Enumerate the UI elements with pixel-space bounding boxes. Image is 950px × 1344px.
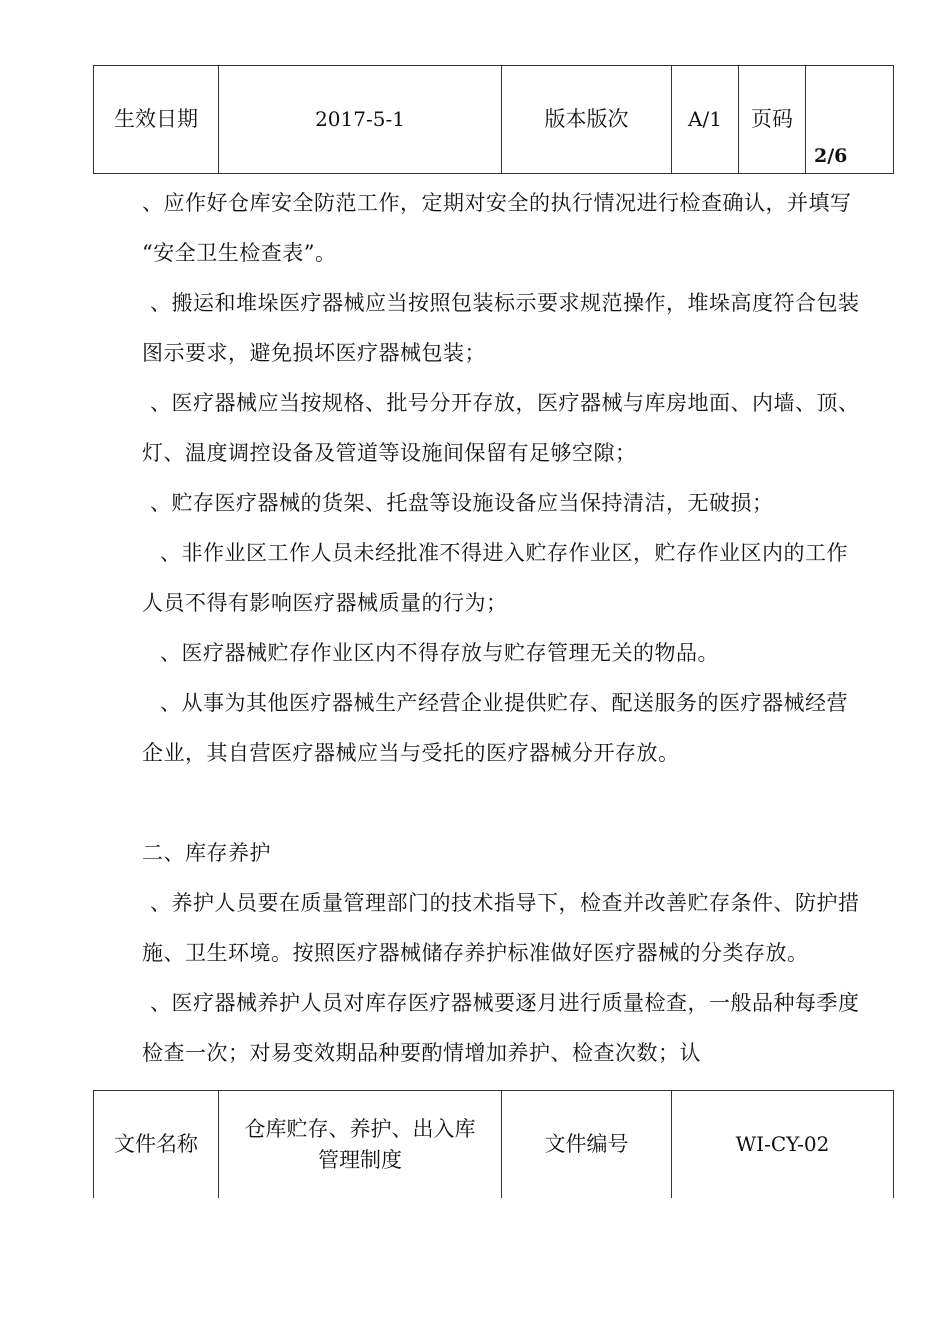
version-value: A/1	[672, 66, 739, 174]
paragraph-1: 、应作好仓库安全防范工作，定期对安全的执行情况进行检查确认，并填写	[142, 191, 852, 215]
doc-no-value: WI-CY-02	[672, 1091, 894, 1199]
paragraph-7-cont: 企业，其自营医疗器械应当与受托的医疗器械分开存放。	[142, 741, 680, 765]
paragraph-8: 、养护人员要在质量管理部门的技术指导下，检查并改善贮存条件、防护措	[150, 891, 860, 915]
paragraph-5-cont: 人员不得有影响医疗器械质量的行为；	[142, 591, 508, 615]
paragraph-9-cont: 检查一次；对易变效期品种要酌情增加养护、检查次数；认	[142, 1041, 701, 1065]
footer-table	[93, 1090, 894, 1198]
doc-name-label: 文件名称	[94, 1091, 219, 1199]
paragraph-3-cont: 灯、温度调控设备及管道等设施间保留有足够空隙；	[142, 441, 637, 465]
header-table	[93, 65, 894, 174]
page-number-cell	[806, 66, 894, 174]
paragraph-2: 、搬运和堆垛医疗器械应当按照包装标示要求规范操作，堆垛高度符合包装	[150, 291, 860, 315]
paragraph-4: 、贮存医疗器械的货架、托盘等设施设备应当保持清洁，无破损；	[150, 491, 774, 515]
paragraph-9: 、医疗器械养护人员对库存医疗器械要逐月进行质量检查，一般品种每季度	[150, 991, 860, 1015]
paragraph-1-cont: “安全卫生检查表”。	[142, 241, 337, 265]
effective-date-label: 生效日期	[94, 66, 219, 174]
paragraph-8-cont: 施、卫生环境。按照医疗器械储存养护标准做好医疗器械的分类存放。	[142, 941, 809, 965]
doc-name-line-1: 仓库贮存、养护、出入库	[244, 1117, 476, 1142]
paragraph-3: 、医疗器械应当按规格、批号分开存放，医疗器械与库房地面、内墙、顶、	[150, 391, 860, 415]
doc-name-value	[219, 1091, 502, 1199]
doc-no-label: 文件编号	[502, 1091, 672, 1199]
paragraph-7: 、从事为其他医疗器械生产经营企业提供贮存、配送服务的医疗器械经营	[160, 691, 848, 715]
section-title: 二、库存养护	[142, 841, 271, 865]
paragraph-5: 、非作业区工作人员未经批准不得进入贮存作业区，贮存作业区内的工作	[160, 541, 848, 565]
page-label: 页码	[739, 66, 806, 174]
version-label: 版本版次	[502, 66, 672, 174]
paragraph-2-cont: 图示要求，避免损坏医疗器械包装；	[142, 341, 486, 365]
effective-date-value: 2017-5-1	[219, 66, 502, 174]
page-number: 2/6	[814, 145, 848, 168]
document-body	[142, 178, 894, 1078]
paragraph-6: 、医疗器械贮存作业区内不得存放与贮存管理无关的物品。	[160, 641, 719, 665]
doc-name-line-2: 管理制度	[318, 1147, 402, 1172]
